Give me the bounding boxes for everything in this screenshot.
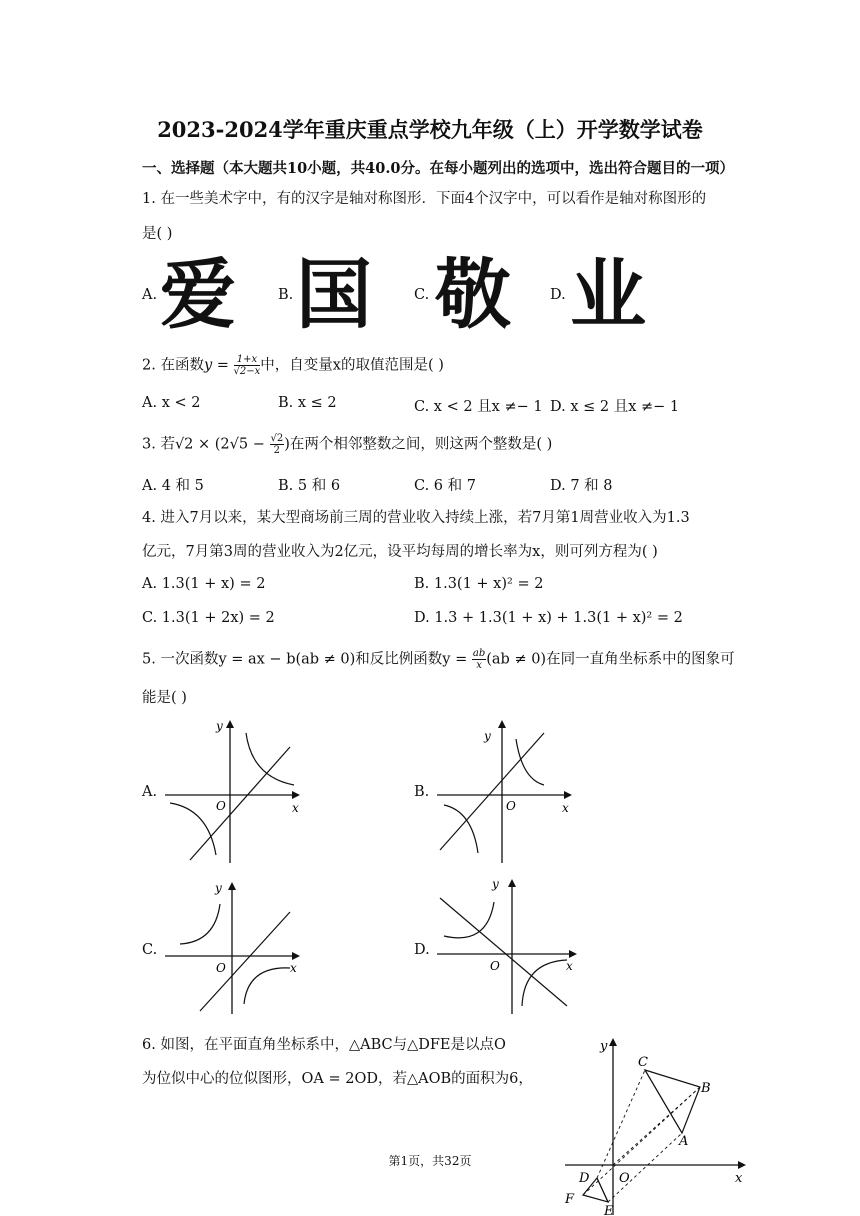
q6-origin: O xyxy=(619,1171,630,1186)
q2-y-eq: y = xyxy=(203,357,229,374)
q3-denominator: 2 xyxy=(273,445,281,456)
q2-denominator: √2−x xyxy=(233,366,261,377)
question-4-line-2: 亿元，7月第3周的营业收入为2亿元，设平均每周的增长率为x，则可列方程为( ) xyxy=(142,544,658,560)
page-title: 2023-2024学年重庆重点学校九年级（上）开学数学试卷 xyxy=(157,117,703,142)
q6-point-f: F xyxy=(565,1192,575,1207)
q2-option-b: B. x ≤ 2 xyxy=(278,395,337,411)
graph-a-y-label: y xyxy=(216,719,223,733)
q5-graph-a xyxy=(160,715,310,865)
graph-a-x-label: x xyxy=(292,801,299,815)
q1-option-a-char: 爱 xyxy=(160,250,236,339)
q6-point-d: D xyxy=(579,1171,590,1186)
question-5-line-1 xyxy=(142,648,735,671)
question-5-line-2: 能是( ) xyxy=(142,690,187,706)
q2-suffix: 中，自变量x的取值范围是( ) xyxy=(260,357,444,374)
q6-point-a: A xyxy=(679,1134,689,1149)
question-4-line-1: 4. 进入7月以来，某大型商场前三周的营业收入持续上涨，若7月第1周营业收入为1.3 xyxy=(142,510,690,526)
q5-prefix: 5. 一次函数y = ax − b(ab ≠ 0)和反比例函数y = xyxy=(142,651,468,668)
graph-b-y-label: y xyxy=(484,729,491,743)
q1-option-d-char: 业 xyxy=(570,250,646,339)
q2-fraction xyxy=(234,354,261,377)
q5-denominator: x xyxy=(476,660,482,671)
graph-c-y-label: y xyxy=(215,881,222,895)
graph-d-x-label: x xyxy=(566,959,573,973)
q1-option-a-label: A. xyxy=(142,287,158,303)
q2-option-c: C. x < 2 且x ≠− 1 xyxy=(414,399,543,415)
graph-a-origin: O xyxy=(216,799,226,813)
page-footer: 第1页，共32页 xyxy=(388,1154,472,1168)
q2-numerator: 1+x xyxy=(234,354,261,366)
q3-option-d: D. 7 和 8 xyxy=(550,478,613,494)
q4-option-d: D. 1.3 + 1.3(1 + x) + 1.3(1 + x)² = 2 xyxy=(414,610,683,626)
graph-b-origin: O xyxy=(506,799,516,813)
q1-option-c-label: C. xyxy=(414,287,430,303)
question-1-line-2: 是( ) xyxy=(142,226,173,242)
q2-option-a: A. x < 2 xyxy=(142,395,201,411)
q5-option-a-label: A. xyxy=(142,784,158,800)
graph-c-origin: O xyxy=(216,961,226,975)
q1-option-c-char: 敬 xyxy=(435,250,511,339)
question-6-line-1: 6. 如图，在平面直角坐标系中，△ABC与△DFE是以点O xyxy=(142,1037,506,1053)
q4-option-c: C. 1.3(1 + 2x) = 2 xyxy=(142,610,275,626)
question-3 xyxy=(142,433,552,456)
section-heading: 一、选择题（本大题共10小题，共40.0分。在每小题列出的选项中，选出符合题目的一项） xyxy=(142,160,734,177)
graph-b-x-label: x xyxy=(562,801,569,815)
question-1-line-1: 1. 在一些美术字中，有的汉字是轴对称图形．下面4个汉字中，可以看作是轴对称图形的 xyxy=(142,191,707,207)
q1-option-d-label: D. xyxy=(550,287,566,303)
graph-c-x-label: x xyxy=(290,961,297,975)
question-2 xyxy=(142,354,444,377)
q5-graph-d xyxy=(432,876,582,1016)
q6-x-label: x xyxy=(735,1171,743,1186)
q6-point-c: C xyxy=(638,1055,648,1070)
q5-numerator: ab xyxy=(472,648,486,659)
q1-option-b-char: 国 xyxy=(296,250,372,339)
q3-option-a: A. 4 和 5 xyxy=(142,478,204,494)
q5-option-b-label: B. xyxy=(414,784,430,800)
q5-graph-c xyxy=(160,876,310,1016)
q3-option-b: B. 5 和 6 xyxy=(278,478,341,494)
q5-suffix: (ab ≠ 0)在同一直角坐标系中的图象可 xyxy=(486,651,735,668)
q2-prefix: 2. 在函数 xyxy=(142,357,204,374)
q1-option-b-label: B. xyxy=(278,287,294,303)
q6-point-b: B xyxy=(701,1081,711,1096)
q5-graph-b xyxy=(432,715,582,865)
q4-option-a: A. 1.3(1 + x) = 2 xyxy=(142,576,266,592)
q3-prefix: 3. 若√2 × (2√5 − xyxy=(142,436,265,453)
q3-option-c: C. 6 和 7 xyxy=(414,478,476,494)
q6-y-label: y xyxy=(600,1039,608,1054)
graph-d-y-label: y xyxy=(492,877,499,891)
q4-option-b: B. 1.3(1 + x)² = 2 xyxy=(414,576,544,592)
graph-d-origin: O xyxy=(490,959,500,973)
q6-figure xyxy=(555,1030,755,1216)
q5-option-c-label: C. xyxy=(142,942,158,958)
question-6-line-2: 为位似中心的位似图形，OA = 2OD，若△AOB的面积为6， xyxy=(142,1071,533,1087)
q2-option-d: D. x ≤ 2 且x ≠− 1 xyxy=(550,399,680,415)
q3-fraction xyxy=(270,433,285,456)
q6-point-e: E xyxy=(604,1204,614,1216)
q5-option-d-label: D. xyxy=(414,942,430,958)
q3-numerator: √2 xyxy=(270,433,284,444)
q3-suffix: )在两个相邻整数之间，则这两个整数是( ) xyxy=(284,436,553,453)
q5-fraction xyxy=(472,648,486,671)
